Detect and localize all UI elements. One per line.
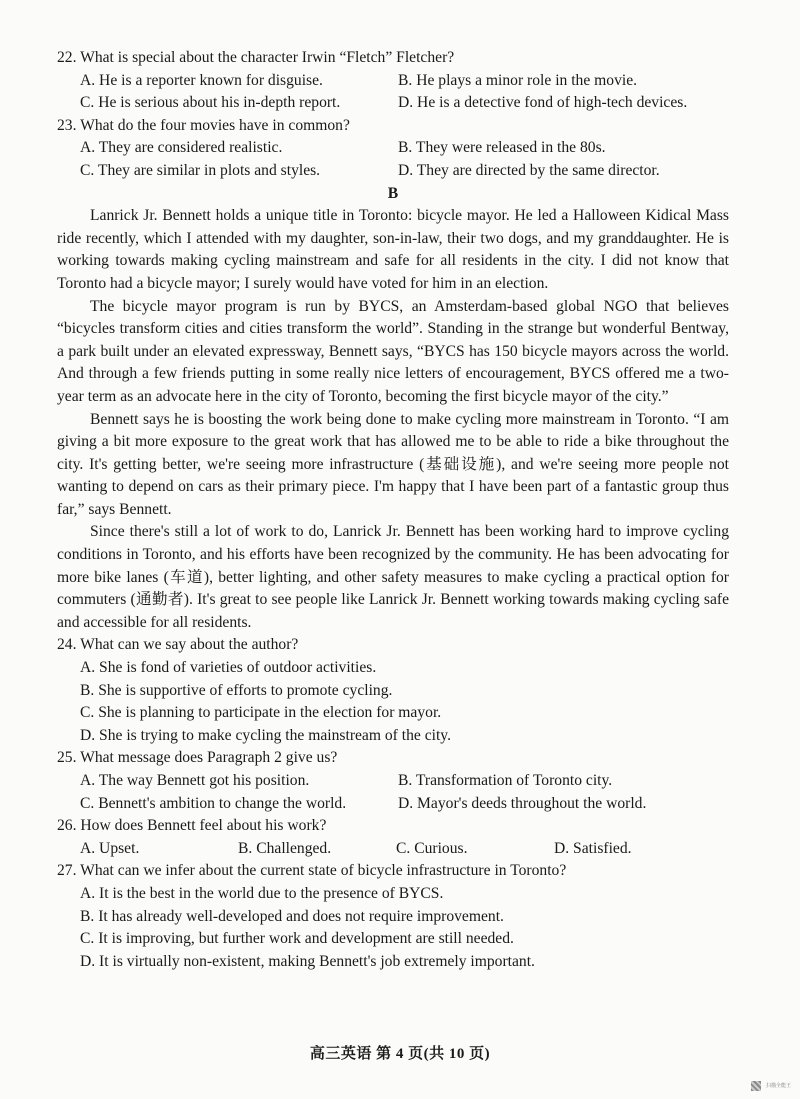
option-b: B. It has already well-developed and does not require improvement.	[80, 907, 504, 925]
question-27-options	[57, 883, 729, 973]
question-24-options	[57, 657, 729, 747]
question-23-options	[57, 137, 729, 182]
option-c: C. They are similar in plots and styles.	[80, 161, 321, 179]
question-22-stem: 22. What is special about the character Irwin “Fletch” Fletcher?	[57, 49, 455, 66]
option-a: A. It is the best in the world due to the presence of BYCS.	[80, 884, 444, 902]
passage-paragraph-2: The bicycle mayor program is run by BYCS, an Amsterdam-based global NGO that believes “bicycles transform cities and cities transform the world”. Standing in the strange but wonderful Bentway, a park built under an elevated expressway, Bennett says, “BYCS has 150 bicycle mayors across the world. And through a few friends putting in some really nice letters of encouragement, BYCS offered me a two-year term as an advocate here in the city of Toronto, becoming the first bicycle mayor of the city.”	[57, 297, 729, 405]
option-b: B. Challenged.	[238, 839, 332, 857]
section-heading: B	[387, 184, 399, 202]
question-22-options	[57, 70, 729, 115]
option-a: A. Upset.	[80, 839, 140, 857]
option-c: C. She is planning to participate in the election for mayor.	[80, 704, 442, 722]
qr-code-icon	[751, 1081, 761, 1091]
option-a: A. They are considered realistic.	[80, 139, 283, 157]
option-a: A. The way Bennett got his position.	[80, 772, 310, 789]
scanner-watermark: 扫描全能王	[766, 1083, 792, 1089]
question-26-options	[57, 838, 729, 861]
option-a: A. He is a reporter known for disguise.	[80, 71, 323, 89]
option-d: D. It is virtually non-existent, making Bennett's job extremely important.	[80, 952, 535, 970]
option-d: D. He is a detective fond of high-tech devices.	[398, 94, 688, 112]
option-d: D. They are directed by the same director.	[398, 161, 660, 179]
exam-page	[57, 47, 729, 973]
option-a: A. She is fond of varieties of outdoor activities.	[80, 659, 377, 677]
question-25-stem: 25. What message does Paragraph 2 give us?	[57, 749, 338, 767]
option-b: B. They were released in the 80s.	[398, 139, 606, 157]
option-d: D. Mayor's deeds throughout the world.	[398, 794, 647, 812]
option-b: B. Transformation of Toronto city.	[398, 772, 613, 789]
passage-paragraph-3: Bennett says he is boosting the work being done to make cycling more mainstream in Toronto. “I am giving a bit more exposure to the great work that has allowed me to be able to ride a bike throughout the city. It's getting better, we're seeing more infrastructure (基础设施), and we're seeing more people not wanting to depend on cars as their primary piece. I'm happy that I have been part of a fantastic group thus far,” says Bennett.	[57, 410, 729, 518]
question-25-options	[57, 770, 729, 815]
option-b: B. She is supportive of efforts to promote cycling.	[80, 681, 393, 699]
question-27-stem: 27. What can we infer about the current state of bicycle infrastructure in Toronto?	[57, 862, 567, 880]
option-c: C. It is improving, but further work and development are still needed.	[80, 930, 514, 948]
option-c: C. He is serious about his in-depth report.	[80, 94, 341, 112]
option-c: C. Curious.	[396, 839, 468, 857]
question-23-stem: 23. What do the four movies have in common?	[57, 116, 350, 134]
question-24-stem: 24. What can we say about the author?	[57, 636, 299, 654]
option-b: B. He plays a minor role in the movie.	[398, 71, 638, 89]
option-c: C. Bennett's ambition to change the world.	[80, 794, 347, 812]
passage-paragraph-1: Lanrick Jr. Bennett holds a unique title in Toronto: bicycle mayor. He led a Halloween Kidical Mass ride recently, which I attended with my daughter, son-in-law, their two dogs, and my granddaughter. He is working towards making cycling mainstream and safe for all residents in the city. I did not know that Toronto had a bicycle mayor; I surely would have voted for him in an election.	[57, 207, 729, 292]
passage-paragraph-4: Since there's still a lot of work to do, Lanrick Jr. Bennett has been working hard to improve cycling conditions in Toronto, and his efforts have been recognized by the community. He has been advocating for more bike lanes (车道), better lighting, and other safety measures to make cycling a practical option for commuters (通勤者). It's great to see people like Lanrick Jr. Bennett working towards making cycling safe and accessible for all residents.	[57, 523, 729, 631]
page-footer: 高三英语 第 4 页(共 10 页)	[309, 1046, 491, 1062]
question-26-stem: 26. How does Bennett feel about his work?	[57, 817, 327, 835]
option-d: D. Satisfied.	[554, 839, 632, 857]
option-d: D. She is trying to make cycling the mainstream of the city.	[80, 726, 451, 744]
